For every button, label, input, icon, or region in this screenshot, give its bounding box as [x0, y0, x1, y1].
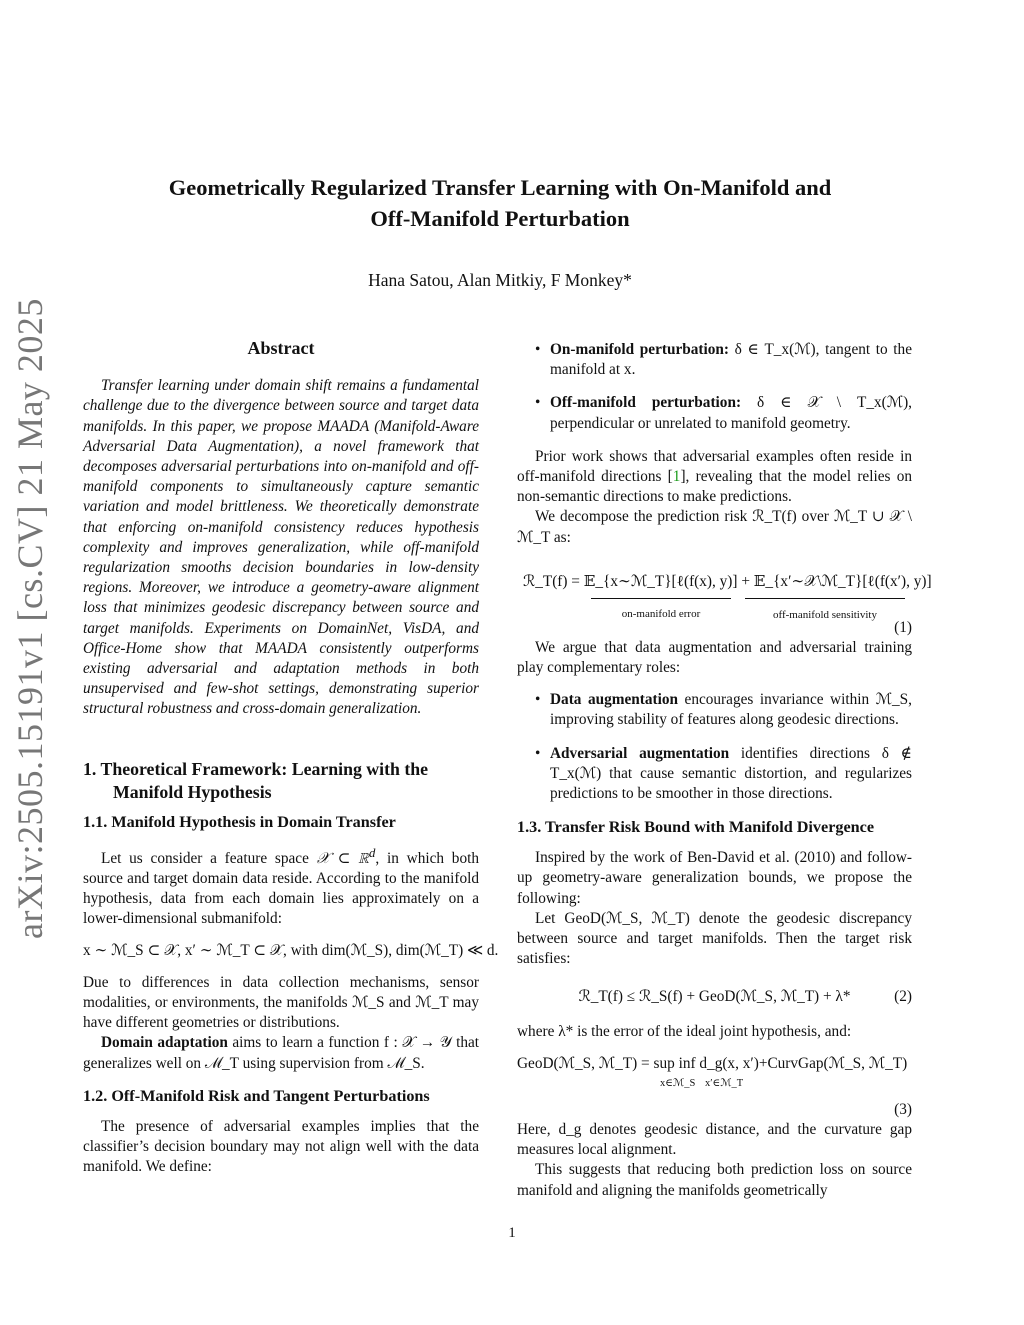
abstract-heading: Abstract [247, 338, 315, 358]
equation-3-sup-subscript: x∈ℳ_S [660, 1077, 696, 1089]
label-off-manifold-sensitivity: off-manifold sensitivity [773, 608, 877, 621]
abstract-text: Transfer learning under domain shift remains a fundamental challenge due to the divergence between source and target data manifolds. In this paper, we propose MAADA (Manifold-Aware Adversarial Data Augmentation), a novel framework that decomposes adversarial perturbations into on-manifold and off-manifold components to simultaneously capture semantic variation and model brittleness. We theoretically demonstrate that enforcing on-manifold consistency reduces hypothesis complexity and improves generalization, while off-manifold regularization smooths decision boundaries in low-density regions. Moreover, we introduce a geometry-aware alignment loss that minimizes geodesic discrepancy between source and target manifolds. Experiments on DomainNet, VisDA, and Office-Home show that MAADA consistently outperforms existing adversarial and adaptation methods in both unsupervised and few-shot settings, demonstrating superior structural robustness and cross-domain generalization. [83, 377, 479, 718]
equation-3-inf-subscript: x′∈ℳ_T [705, 1077, 744, 1089]
equation-1-body: ℛ_T(f) = 𝔼_{x∼ℳ_T}[ℓ(f(x), y)] + 𝔼_{x′∼𝒳\ℳ_T}[ℓ(f(x′), y)] [523, 572, 932, 590]
equation-2-number: (2) [894, 988, 912, 1006]
section-1-3-heading: 1.3. Transfer Risk Bound with Manifold Divergence [517, 818, 875, 837]
equation-2-body: ℛ_T(f) ≤ ℛ_S(f) + GeoD(ℳ_S, ℳ_T) + λ* [578, 988, 851, 1006]
decompose-paragraph: We decompose the prediction risk ℛ_T(f) over ℳ_T ∪ 𝒳 \ ℳ_T as: [517, 508, 912, 546]
section-1-2-paragraph-1: The presence of adversarial examples implies that the classifier’s decision boundary may not align well with the data manifold. We define: [83, 1117, 479, 1176]
list-item-off-manifold: • Off-manifold perturbation: δ ∈ 𝒳 \ T_x(ℳ), perpendicular or unrelated to manifold geometry. [517, 393, 912, 433]
equation-3 [517, 1050, 912, 1094]
section-1-1-paragraph-1: Let us consider a feature space 𝒳 ⊂ ℝ$^d$, in which both source and target domain data reside. According to the manifold hypothesis, data from each domain lies approximately on a lower-dimensional submanifold: [83, 845, 480, 928]
title-line-1: Geometrically Regularized Transfer Learning with On-Manifold and [168, 175, 832, 200]
title-line-2: Off-Manifold Perturbation [370, 206, 630, 231]
list-item-data-augmentation: • Data augmentation encourages invariance within ℳ_S, improving stability of features along geodesic directions. [517, 690, 912, 730]
section-1-1-paragraph-2: Due to differences in data collection mechanisms, sensor modalities, or environments, the manifolds ℳ_S and ℳ_T may have different geometries or distributions. [83, 973, 479, 1032]
list-item-adversarial-augmentation: • Adversarial augmentation identifies directions δ ∉ T_x(ℳ) that cause semantic distortion, and regularizes predictions to be smoother in those directions. [517, 744, 912, 805]
equation-1-number: (1) [894, 618, 912, 636]
section-1-1-paragraph-3: Domain adaptation aims to learn a function f : 𝒳 → 𝒴 that generalizes well on ℳ_T using supervision from ℳ_S. [83, 1034, 480, 1072]
list-item-on-manifold: • On-manifold perturbation: δ ∈ T_x(ℳ), tangent to the manifold at x. [517, 340, 912, 380]
section-1-2-heading: 1.2. Off-Manifold Risk and Tangent Perturbations [83, 1086, 430, 1105]
equation-2 [517, 987, 912, 1007]
section-1-3-paragraph-1: Inspired by the work of Ben-David et al. (2010) and follow-up geometry-aware generalization bounds, we propose the following: [517, 849, 912, 907]
right-column [517, 340, 932, 1201]
section-1-3-paragraph-2: Let GeoD(ℳ_S, ℳ_T) denote the geodesic discrepancy between source and target manifolds. Then the target risk satisfies: [517, 909, 912, 968]
section-1-heading: 1. Theoretical Framework: Learning with the Manifold Hypothesis [83, 758, 429, 802]
section-1-1-heading: 1.1. Manifold Hypothesis in Domain Transfer [83, 812, 396, 831]
left-column [83, 338, 499, 1177]
argue-paragraph: We argue that data augmentation and adversarial training play complementary roles: [517, 638, 912, 677]
where-paragraph: where λ* is the error of the ideal joint hypothesis, and: [517, 1022, 852, 1040]
suggest-paragraph: This suggests that reducing both prediction loss on source manifold and aligning the manifolds geometrically [517, 1161, 912, 1199]
citation-link[interactable]: 1 [672, 468, 681, 486]
equation-3-body: GeoD(ℳ_S, ℳ_T) = sup inf d_g(x, x′)+CurvGap(ℳ_S, ℳ_T) [517, 1054, 908, 1072]
arxiv-identifier: arXiv:2505.15191v1 [cs.CV] 21 May 2025 [10, 298, 50, 939]
underbrace-off-manifold [745, 592, 905, 599]
equation-sample-spaces: x ∼ ℳ_S ⊂ 𝒳, x′ ∼ ℳ_T ⊂ 𝒳, with dim(ℳ_S), dim(ℳ_T) ≪ d. [83, 941, 499, 959]
perturbation-list [517, 340, 912, 434]
equation-3-number: (3) [894, 1100, 912, 1118]
here-paragraph: Here, d_g denotes geodesic distance, and the curvature gap measures local alignment. [517, 1121, 912, 1159]
underbrace-on-manifold [591, 592, 731, 599]
author-list: Hana Satou, Alan Mitkiy, F Monkey* [368, 270, 632, 290]
augmentation-list [517, 690, 912, 804]
paper-title [100, 172, 900, 234]
prior-work-paragraph: Prior work shows that adversarial examples often reside in off-manifold directions [1], revealing that the model relies on non-semantic directions to make predictions. [517, 447, 912, 506]
equation-1 [517, 558, 932, 636]
page-number: 1 [508, 1225, 516, 1241]
label-on-manifold-error: on-manifold error [621, 607, 701, 620]
